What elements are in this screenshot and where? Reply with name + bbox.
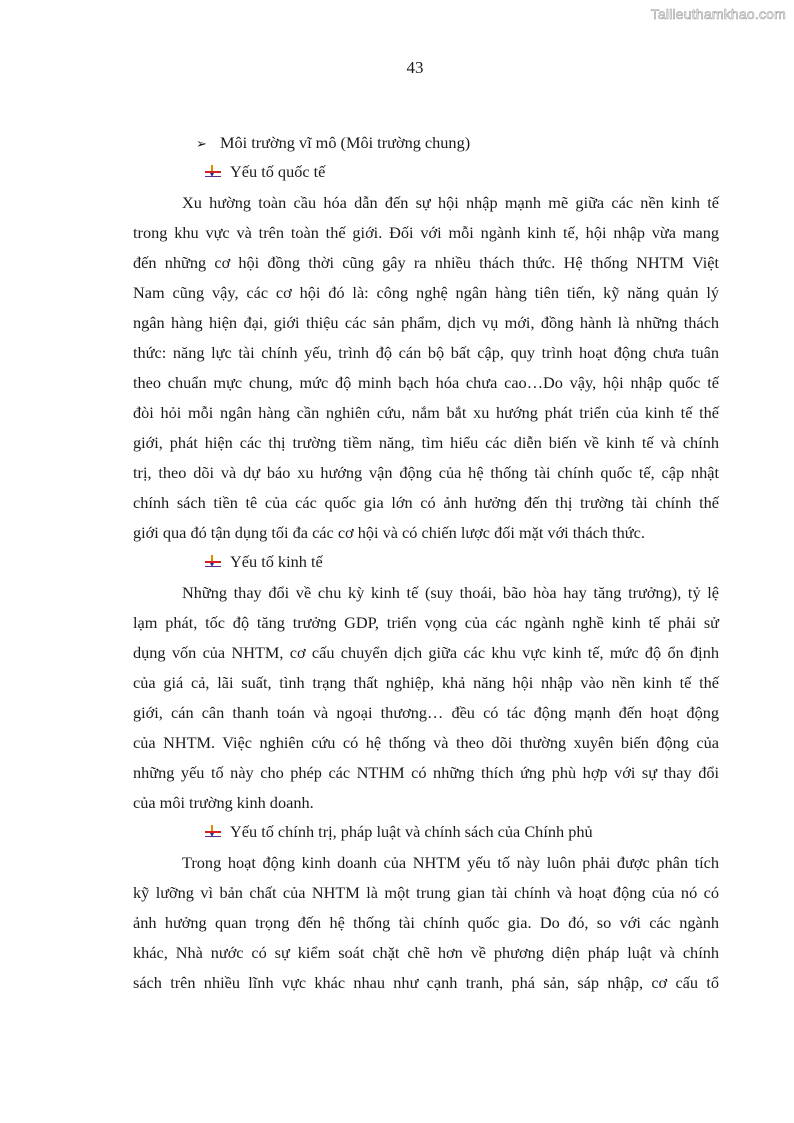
paragraph-line: theo chuẩn mực chung, mức độ minh bạch hóa chưa cao…Do vậy, hội nhập quốc tế — [133, 373, 719, 392]
arrow-bullet-icon: ➢ — [196, 137, 207, 152]
paragraph-line: Nam cũng vậy, các cơ hội đó là: công nghệ ngân hàng tiên tiến, kỹ năng quản lý — [133, 283, 719, 302]
macro-heading — [196, 133, 470, 155]
paragraph-line: Trong hoạt động kinh doanh của NHTM yếu tố này luôn phải được phân tích — [182, 853, 719, 872]
paragraph-line: trong khu vực và trên toàn thế giới. Đối với mỗi ngành kinh tế, hội nhập vừa mang — [133, 223, 719, 242]
paragraph-line: những yếu tố này cho phép các NTHM có những thích ứng phù hợp với sự thay đổi — [133, 763, 719, 782]
page-number: 43 — [406, 58, 424, 77]
paragraph-line: khác, Nhà nước có sự kiểm soát chặt chẽ hơn về phương diện pháp luật và chính — [133, 943, 719, 962]
paragraph-line: của môi trường kinh doanh. — [133, 793, 314, 812]
paragraph-line: ngân hàng hiện đại, giới thiệu các sản phẩm, dịch vụ mới, đồng hành là những thách — [133, 313, 719, 332]
macro-heading-text: Môi trường vĩ mô (Môi trường chung) — [220, 133, 471, 152]
section-title — [204, 162, 325, 182]
section-bullet-icon — [204, 164, 224, 178]
paragraph-line: của NHTM. Việc nghiên cứu có hệ thống và theo dõi thường xuyên biến động của — [133, 733, 719, 752]
paragraph-line: giới qua đó tận dụng tối đa các cơ hội và có chiến lược đối mặt với thách thức. — [133, 523, 645, 542]
section-title — [204, 552, 323, 572]
paragraph-line: kỹ lưỡng vì bản chất của NHTM là một trung gian tài chính và hoạt động của nó có — [133, 883, 719, 902]
section-bullet-icon — [204, 554, 224, 568]
paragraph-line: ảnh hưởng quan trọng đến hệ thống tài chính quốc gia. Do đó, so với các ngành — [133, 913, 719, 932]
section-title-text: Yếu tố quốc tế — [230, 162, 326, 181]
section-bullet-icon — [204, 824, 224, 838]
paragraph-line: đến những cơ hội đồng thời cũng gây ra nhiều thách thức. Hệ thống NHTM Việt — [133, 253, 719, 272]
paragraph-line: dụng vốn của NHTM, cơ cấu chuyển dịch giữa các khu vực kinh tế, mức độ ổn định — [133, 643, 719, 662]
paragraph-line: chính sách tiền tê của các quốc gia lớn có ảnh hưởng đến thị trường tài chính thế — [133, 493, 719, 512]
section-title — [204, 822, 593, 842]
paragraph-line: sách trên nhiều lĩnh vực khác nhau như cạnh tranh, phá sản, sáp nhập, cơ cấu tổ — [133, 973, 719, 992]
section-title-text: Yếu tố kinh tế — [230, 552, 323, 571]
paragraph-line: trị, theo dõi và dự báo xu hướng vận động của hệ thống tài chính quốc tế, cập nhật — [133, 463, 719, 482]
paragraph-line: thức: năng lực tài chính yếu, trình độ cán bộ bất cập, quy trình hoạt động chưa tuân — [133, 343, 719, 362]
paragraph-line: lạm phát, tốc độ tăng trưởng GDP, triển vọng của các ngành nghề kinh tế phải sử — [133, 613, 719, 632]
paragraph-line: Xu hường toàn cầu hóa dẫn đến sự hội nhập mạnh mẽ giữa các nền kinh tế — [182, 193, 719, 212]
watermark-text: Tailieuthamkhao.com — [650, 6, 786, 22]
section-title-text: Yếu tố chính trị, pháp luật và chính sách của Chính phủ — [230, 822, 593, 841]
paragraph-line: của giá cả, lãi suất, tình trạng thất nghiệp, khả năng hội nhập vào nền kinh tế thế — [133, 673, 719, 692]
paragraph-line: Những thay đổi về chu kỳ kinh tế (suy thoái, bão hòa hay tăng trưởng), tỷ lệ — [182, 583, 719, 602]
paragraph-line: đòi hỏi mỗi ngân hàng cần nghiên cứu, nắm bắt xu hướng phát triển của kinh tế thế — [133, 403, 719, 422]
paragraph-line: giới, cán cân thanh toán và ngoại thương… đều có tác động mạnh đến hoạt động — [133, 703, 719, 722]
paragraph-line: giới, phát hiện các thị trường tiềm năng, tìm hiểu các diễn biến về kinh tế và chính — [133, 433, 719, 452]
